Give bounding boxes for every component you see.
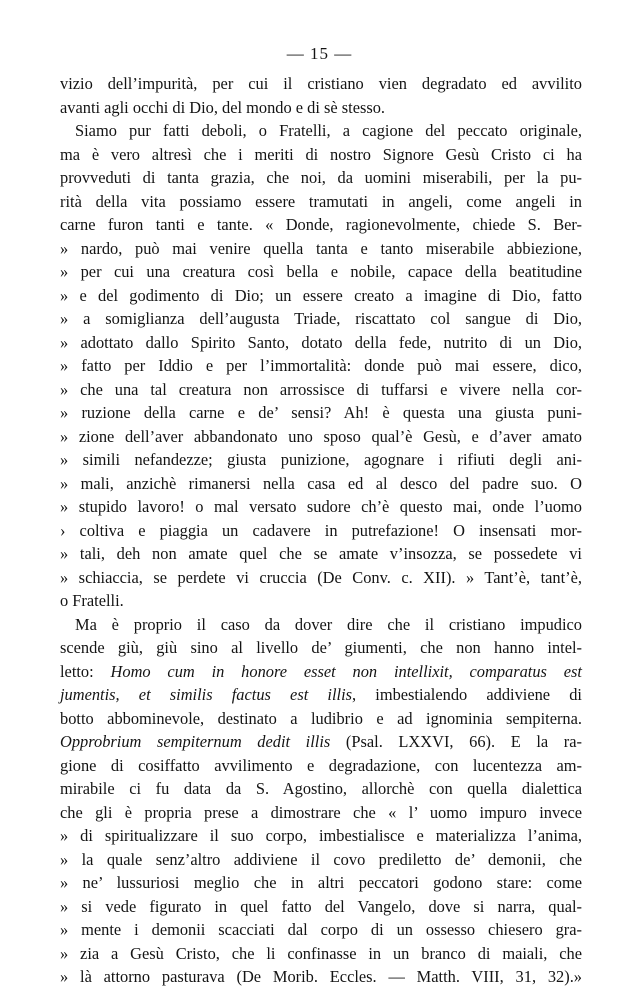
text-line: jumentis, et similis factus est illis, imbestialendo addiviene di [60,685,582,704]
text-line: scende giù, giù sino al livello de’ giumenti, che non hanno intel- [60,638,582,657]
body-text [60,72,582,989]
text-line: » la quale senz’altro addiviene il covo prediletto de’ demonii, che [60,849,582,869]
text-line: » zione dell’aver abbandonato uno sposo qual’è Gesù, e d’aver amato [60,426,582,446]
text-line: » tali, deh non amate quel che se amate v’insozza, se possedete vi [60,544,582,563]
text-line: botto abbominevole, destinato a ludibrio e ad ignominia sempiterna. [60,708,582,728]
text-line: › coltiva e piaggia un cadavere in putrefazione! O insensati mor- [60,520,582,540]
text-line: » là attorno pasturava (De Morib. Eccles. — Matth. VIII, 31, 32).» [60,967,582,986]
text-line: » stupido lavoro! o mal versato sudore ch’è questo mai, onde l’uomo [60,497,582,516]
text-line: ma è vero altresì che i meriti di nostro Signore Gesù Cristo ci ha [60,144,582,164]
text-line: » nardo, può mai venire quella tanta e tanto miserabile abbiezione, [60,238,582,258]
text-line: letto: Homo cum in honore esset non intellixit, comparatus est [60,661,582,681]
text-line: » si vede figurato in quel fatto del Vangelo, dove si narra, qual- [60,896,582,916]
text-line: gione di cosiffatto avvilimento e degradazione, con lucentezza am- [60,755,582,775]
text-line: » a somiglianza dell’augusta Triade, riscattato col sangue di Dio, [60,309,582,328]
text-line: mirabile ci fu data da S. Agostino, allorchè con quella dialettica [60,779,582,798]
text-line: » mali, anzichè rimanersi nella casa ed al desco del padre suo. O [60,473,582,493]
latin-quote: jumentis, et similis factus est illis [60,685,353,704]
text-line: provveduti di tanta grazia, che noi, da uomini miserabili, per la pu- [60,168,582,187]
text-line: che gli è propria prese a dimostrare che « l’ uomo impuro invece [60,802,582,822]
text-line: » ne’ lussuriosi meglio che in altri peccatori godono stare: come [60,873,582,892]
text-line: » mente i demonii scacciati dal corpo di un ossesso chiesero gra- [60,920,582,939]
text-line: avanti agli occhi di Dio, del mondo e di sè stesso. [60,97,386,117]
text-line: » simili nefandezze; giusta punizione, agognare i rifiuti degli ani- [60,450,582,469]
text-line: » fatto per Iddio e per l’immortalità: donde può mai essere, dico, [60,356,582,375]
text-line: Ma è proprio il caso da dover dire che il cristiano impudico [75,614,582,634]
page-number: — 15 — [286,44,353,63]
text-line: » zia a Gesù Cristo, che li confinasse in un branco di maiali, che [60,943,582,963]
text-line: Siamo pur fatti deboli, o Fratelli, a cagione del peccato originale, [75,121,582,140]
text-line: » ruzione della carne e de’ sensi? Ah! è questa una giusta puni- [60,403,582,422]
text-line: carne furon tanti e tante. « Donde, ragionevolmente, chiede S. Ber- [60,215,582,234]
text-line: o Fratelli. [60,591,124,610]
latin-quote: Homo cum in honore esset non intellixit, comparatus est [110,661,582,681]
text-line: vizio dell’impurità, per cui il cristiano vien degradato ed avvilito [60,74,582,93]
latin-quote: Opprobrium sempiternum dedit illis [60,732,331,751]
text-line: » adottato dallo Spirito Santo, dotato della fede, nutrito di un Dio, [60,332,582,352]
text-line: » schiaccia, se perdete vi cruccia (De Conv. c. XII). » Tant’è, tant’è, [60,567,582,587]
text-line: » e del godimento di Dio; un essere creato a imagine di Dio, fatto [60,285,582,305]
text-line: » che una tal creatura non arrossisce di tuffarsi e vivere nella cor- [60,379,582,399]
text-line: » per cui una creatura così bella e nobile, capace della beatitudine [60,262,582,281]
text-line: » di spiritualizzare il suo corpo, imbestialisce e materializza l’anima, [60,826,582,845]
text-line: Opprobrium sempiternum dedit illis (Psal. LXXVI, 66). E la ra- [60,732,582,751]
text-line: rità della vita possiamo essere tramutati in angeli, come angeli in [60,191,582,211]
